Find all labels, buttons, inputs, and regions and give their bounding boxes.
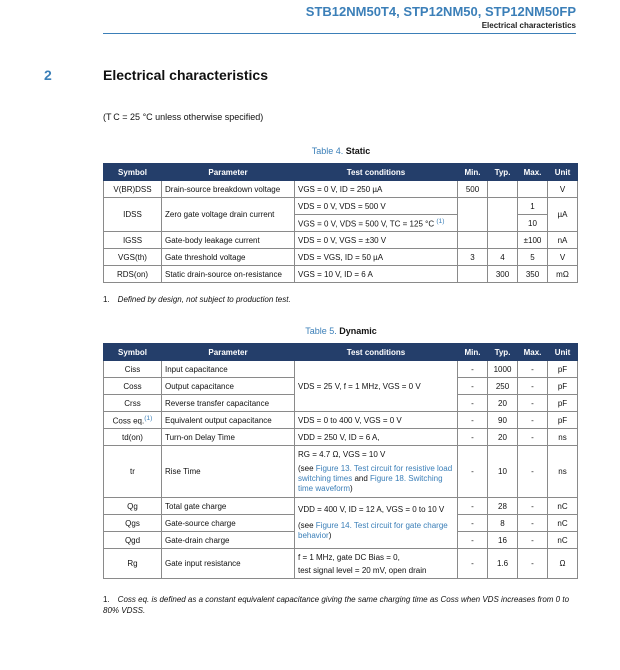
max-cell: 10 xyxy=(518,215,548,232)
max-cell: - xyxy=(518,498,548,515)
unit-cell: V xyxy=(548,181,578,198)
typ-cell: 8 xyxy=(488,515,518,532)
max-cell: ±100 xyxy=(518,232,548,249)
parameter-cell: Gate-body leakage current xyxy=(162,232,295,249)
unit-cell: µA xyxy=(548,198,578,232)
col-typ: Typ. xyxy=(488,164,518,181)
typ-cell: 28 xyxy=(488,498,518,515)
table-row xyxy=(104,198,578,215)
table-row xyxy=(104,498,578,515)
col-parameter: Parameter xyxy=(162,344,295,361)
table5-footnote xyxy=(103,594,583,616)
parameter-cell: Zero gate voltage drain current xyxy=(162,198,295,232)
min-cell xyxy=(458,266,488,283)
condition-cell: VDS = 0 to 400 V, VGS = 0 V xyxy=(295,412,458,429)
symbol-cell: V(BR)DSS xyxy=(104,181,162,198)
unit-cell: mΩ xyxy=(548,266,578,283)
footnote-ref-link[interactable]: (1) xyxy=(144,414,153,422)
parameter-cell: Total gate charge xyxy=(162,498,295,515)
see-prefix: (see xyxy=(298,521,316,530)
dynamic-table xyxy=(103,343,578,579)
min-cell: - xyxy=(458,515,488,532)
see-suffix: ) xyxy=(350,483,353,493)
col-max: Max. xyxy=(518,164,548,181)
symbol-cell: IGSS xyxy=(104,232,162,249)
symbol-cell: Ciss xyxy=(104,361,162,378)
symbol-text: Coss eq. xyxy=(112,416,145,426)
condition-cell: VDS = 25 V, f = 1 MHz, VGS = 0 V xyxy=(295,361,458,412)
parameter-cell: Gate threshold voltage xyxy=(162,249,295,266)
parameter-cell: Gate input resistance xyxy=(162,549,295,579)
see-prefix: (see xyxy=(298,463,316,473)
section-title: Electrical characteristics xyxy=(103,67,268,83)
condition-text: VDD = 400 V, ID = 12 A, VGS = 0 to 10 V xyxy=(298,505,445,514)
table-row xyxy=(104,361,578,378)
symbol-cell: Qgs xyxy=(104,515,162,532)
table4-footnote xyxy=(103,294,583,305)
unit-cell: nC xyxy=(548,515,578,532)
condition-text: f = 1 MHz, gate DC Bias = 0, xyxy=(298,552,400,562)
condition-cell xyxy=(295,549,458,579)
parameter-cell: Drain-source breakdown voltage xyxy=(162,181,295,198)
table-row xyxy=(104,266,578,283)
figure18-link[interactable]: Figure 18. Switching time waveform xyxy=(298,473,443,493)
unit-cell: pF xyxy=(548,378,578,395)
max-cell: - xyxy=(518,429,548,446)
condition-cell: VDS = 0 V, VDS = 500 V xyxy=(295,198,458,215)
symbol-cell: Qg xyxy=(104,498,162,515)
unit-cell: pF xyxy=(548,361,578,378)
symbol-cell: Coss xyxy=(104,378,162,395)
symbol-cell: IDSS xyxy=(104,198,162,232)
col-unit: Unit xyxy=(548,164,578,181)
table-row xyxy=(104,412,578,429)
running-header-title: STB12NM50T4, STP12NM50, STP12NM50FP xyxy=(305,4,576,19)
min-cell: - xyxy=(458,361,488,378)
condition-cell xyxy=(295,446,458,498)
min-cell: - xyxy=(458,395,488,412)
typ-cell: 300 xyxy=(488,266,518,283)
footnote-ref-link[interactable]: (1) xyxy=(436,217,445,225)
symbol-cell: Rg xyxy=(104,549,162,579)
footnote-text: Coss eq. is defined as a constant equivalent capacitance giving the same charging time as Coss when VDS increases from 0 to 80% VDSS. xyxy=(103,595,570,615)
unit-cell: nC xyxy=(548,498,578,515)
symbol-cell: RDS(on) xyxy=(104,266,162,283)
parameter-cell: Gate-source charge xyxy=(162,515,295,532)
footnote-number: 1. xyxy=(103,295,110,304)
max-cell: - xyxy=(518,361,548,378)
table-row xyxy=(104,549,578,579)
parameter-cell: Equivalent output capacitance xyxy=(162,412,295,429)
min-cell: - xyxy=(458,498,488,515)
col-symbol: Symbol xyxy=(104,164,162,181)
condition-cell: VDS = 0 V, VGS = ±30 V xyxy=(295,232,458,249)
figure14-link[interactable]: Figure 14. Test circuit for gate charge behavior xyxy=(298,521,448,540)
table5-name: Dynamic xyxy=(339,326,377,336)
max-cell: - xyxy=(518,378,548,395)
symbol-cell xyxy=(104,412,162,429)
symbol-cell: tr xyxy=(104,446,162,498)
section-condition: (T C = 25 °C unless otherwise specified) xyxy=(103,112,264,122)
unit-cell: ns xyxy=(548,429,578,446)
unit-cell: V xyxy=(548,249,578,266)
col-min: Min. xyxy=(458,344,488,361)
unit-cell: pF xyxy=(548,395,578,412)
col-typ: Typ. xyxy=(488,344,518,361)
col-max: Max. xyxy=(518,344,548,361)
unit-cell: Ω xyxy=(548,549,578,579)
typ-cell: 90 xyxy=(488,412,518,429)
table4-name: Static xyxy=(345,146,371,156)
max-cell: - xyxy=(518,515,548,532)
unit-cell: nA xyxy=(548,232,578,249)
table-row xyxy=(104,446,578,498)
unit-cell: nC xyxy=(548,532,578,549)
typ-cell xyxy=(488,198,518,232)
condition-cell: VDD = 250 V, ID = 6 A, xyxy=(295,429,458,446)
symbol-cell: Crss xyxy=(104,395,162,412)
max-cell xyxy=(518,181,548,198)
typ-cell: 1000 xyxy=(488,361,518,378)
max-cell: - xyxy=(518,446,548,498)
min-cell: - xyxy=(458,549,488,579)
footnote-text: Defined by design, not subject to production test. xyxy=(117,295,291,304)
col-parameter: Parameter xyxy=(162,164,295,181)
max-cell: 350 xyxy=(518,266,548,283)
min-cell: - xyxy=(458,446,488,498)
static-table xyxy=(103,163,578,283)
header-rule xyxy=(103,33,576,34)
typ-cell xyxy=(488,232,518,249)
max-cell: - xyxy=(518,532,548,549)
typ-cell: 4 xyxy=(488,249,518,266)
parameter-cell: Static drain-source on-resistance xyxy=(162,266,295,283)
typ-cell xyxy=(488,181,518,198)
table5-label: Table 5. xyxy=(305,326,337,336)
running-header-subtitle: Electrical characteristics xyxy=(481,21,576,30)
figure13-link[interactable]: Figure 13. Test circuit for resistive load switching times xyxy=(298,463,453,483)
max-cell: - xyxy=(518,549,548,579)
min-cell: - xyxy=(458,412,488,429)
condition-cell xyxy=(295,498,458,549)
max-cell: - xyxy=(518,395,548,412)
min-cell: - xyxy=(458,532,488,549)
table-row xyxy=(104,181,578,198)
typ-cell: 20 xyxy=(488,395,518,412)
table-row xyxy=(104,429,578,446)
parameter-cell: Rise Time xyxy=(162,446,295,498)
condition-text: test signal level = 20 mV, open drain xyxy=(298,565,427,575)
parameter-cell: Reverse transfer capacitance xyxy=(162,395,295,412)
condition-cell: VDS = VGS, ID = 50 µA xyxy=(295,249,458,266)
max-cell: 5 xyxy=(518,249,548,266)
min-cell: - xyxy=(458,429,488,446)
typ-cell: 20 xyxy=(488,429,518,446)
parameter-cell: Output capacitance xyxy=(162,378,295,395)
see-figure-note xyxy=(298,521,454,541)
parameter-cell: Input capacitance xyxy=(162,361,295,378)
condition-cell: VGS = 0 V, ID = 250 µA xyxy=(295,181,458,198)
table-row xyxy=(104,249,578,266)
max-cell: 1 xyxy=(518,198,548,215)
parameter-cell: Turn-on Delay Time xyxy=(162,429,295,446)
typ-cell: 10 xyxy=(488,446,518,498)
section-number: 2 xyxy=(44,67,52,83)
min-cell: - xyxy=(458,378,488,395)
table4-caption xyxy=(103,146,579,156)
col-unit: Unit xyxy=(548,344,578,361)
typ-cell: 1.6 xyxy=(488,549,518,579)
col-test-conditions: Test conditions xyxy=(295,164,458,181)
col-symbol: Symbol xyxy=(104,344,162,361)
condition-text: RG = 4.7 Ω, VGS = 10 V xyxy=(298,449,386,459)
table4-label: Table 4. xyxy=(311,146,344,156)
see-and: and xyxy=(352,473,371,483)
typ-cell: 250 xyxy=(488,378,518,395)
min-cell xyxy=(458,198,488,232)
symbol-cell: VGS(th) xyxy=(104,249,162,266)
symbol-cell: Qgd xyxy=(104,532,162,549)
unit-cell: ns xyxy=(548,446,578,498)
min-cell: 500 xyxy=(458,181,488,198)
symbol-cell: td(on) xyxy=(104,429,162,446)
condition-cell: VGS = 10 V, ID = 6 A xyxy=(295,266,458,283)
unit-cell: pF xyxy=(548,412,578,429)
max-cell: - xyxy=(518,412,548,429)
table-header-row xyxy=(104,164,578,181)
see-figures-note xyxy=(298,464,454,494)
table-header-row xyxy=(104,344,578,361)
min-cell: 3 xyxy=(458,249,488,266)
typ-cell: 16 xyxy=(488,532,518,549)
table5-caption xyxy=(103,326,579,336)
condition-cell xyxy=(295,215,458,232)
footnote-number: 1. xyxy=(103,595,110,604)
see-suffix: ) xyxy=(328,531,332,540)
col-test-conditions: Test conditions xyxy=(295,344,458,361)
parameter-cell: Gate-drain charge xyxy=(162,532,295,549)
col-min: Min. xyxy=(458,164,488,181)
condition-text: VGS = 0 V, VDS = 500 V, TC = 125 °C xyxy=(298,219,435,229)
table-row xyxy=(104,232,578,249)
min-cell xyxy=(458,232,488,249)
